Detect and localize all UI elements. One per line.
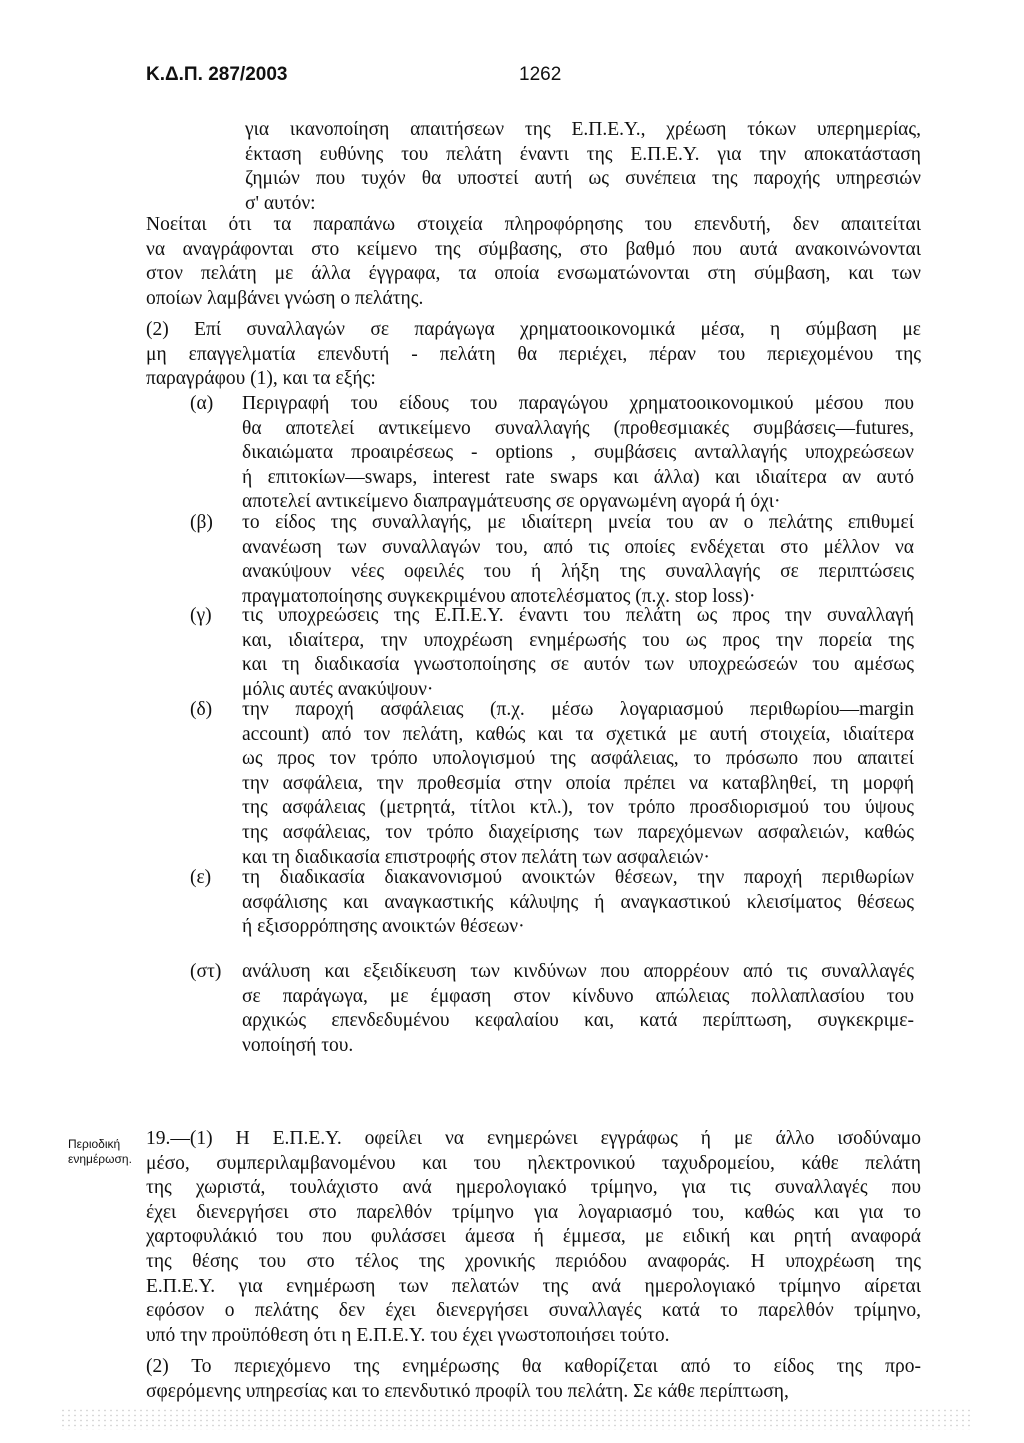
text-line: για ικανοποίηση απαιτήσεων της Ε.Π.Ε.Υ., χρέωση τόκων υπερημερίας, xyxy=(245,119,921,140)
item-label: (β) xyxy=(190,512,213,533)
text-line: την παροχή ασφάλειας (π.χ. μέσω λογαριασμού περιθωρίου—margin xyxy=(242,699,914,720)
text-line: νοποίησή του. xyxy=(242,1034,354,1056)
paragraph-2 xyxy=(146,318,921,392)
text-line: της χωριστά, τουλάχιστο ανά ημερολογιακό τρίμηνο, για τις συναλλαγές που xyxy=(146,1177,921,1199)
item-label: (ε) xyxy=(190,867,212,888)
margin-note xyxy=(68,1137,132,1167)
text-line: Νοείται ότι τα παραπάνω στοιχεία πληροφόρησης του επενδυτή, δεν απαιτείται xyxy=(146,214,921,235)
item-label: (στ) xyxy=(190,961,222,982)
text-line: ως προς τον τρόπο υπολογισμού της ασφάλειας, το πρόσωπο που απαιτεί xyxy=(242,748,914,770)
text-line: ή εξισορρόπησης ανοικτών θέσεων· xyxy=(242,916,525,938)
item-label: (α) xyxy=(190,393,214,414)
page-number: 1262 xyxy=(519,64,562,85)
intro-paragraph xyxy=(245,118,921,216)
text-line: Ε.Π.Ε.Υ. για ενημέρωση των πελατών της ανά ημερολογιακό τρίμηνο αίρεται xyxy=(146,1275,921,1297)
law-reference: Κ.Δ.Π. 287/2003 xyxy=(146,64,288,85)
text-line: δικαιώματα προαιρέσεως - options , συμβάσεις ανταλλαγής υποχρεώσεων xyxy=(242,442,914,464)
item-body xyxy=(242,866,914,940)
text-line: πραγματοποίησης συγκεκριμένου αποτελέσματος (π.χ. stop loss)· xyxy=(242,585,756,607)
text-line: την ασφάλεια, την προθεσμία στην οποία πρέπει να καταβληθεί, τη μορφή xyxy=(242,772,914,794)
text-line: οποίων λαμβάνει γνώση ο πελάτης. xyxy=(146,287,424,309)
text-line: ή επιτοκίων—swaps, interest rate swaps και άλλα) και ιδιαίτερα αν αυτό xyxy=(242,466,914,488)
text-line: εφόσον ο πελάτης δεν έχει διενεργήσει συναλλαγές κατά το παρελθόν τρίμηνο, xyxy=(146,1300,921,1322)
text-line: αποτελεί αντικείμενο διαπραγμάτευσης σε οργανωμένη αγορά ή όχι· xyxy=(242,491,781,513)
text-line: ζημιών που τυχόν θα υποστεί αυτή ως συνέπεια της παροχής υπηρεσιών xyxy=(245,168,921,190)
text-line: έχει διενεργήσει στο παρελθόν τρίμηνο για λογαριασμό του, καθώς και για το xyxy=(146,1201,921,1223)
text-line: χαρτοφυλάκιό του που φυλάσσει άμεσα ή έμμεσα, με ειδική και ρητή αναφορά xyxy=(146,1226,921,1248)
text-line: και, ιδιαίτερα, την υποχρέωση ενημέρωσής του ως προς την πορεία της xyxy=(242,629,914,651)
text-line: μέσο, συμπεριλαμβανομένου και του ηλεκτρονικού ταχυδρομείου, κάθε πελάτη xyxy=(146,1152,921,1174)
text-line: 19.—(1) Η Ε.Π.Ε.Υ. οφείλει να ενημερώνει εγγράφως ή με άλλο ισοδύναμο xyxy=(146,1128,921,1149)
text-line: ανανέωση των συναλλαγών του, από τις οποίες ενδέχεται στο μέλλον να xyxy=(242,536,914,558)
text-line: τις υποχρεώσεις της Ε.Π.Ε.Υ. έναντι του πελάτη ως προς την συναλλαγή xyxy=(242,605,914,626)
item-label: (γ) xyxy=(190,605,212,626)
text-line: να αναγράφονται στο κείμενο της σύμβασης, στο βαθμό που αυτά ανακοινώνονται xyxy=(146,238,921,260)
text-line: μόλις αυτές ανακύψουν· xyxy=(242,678,434,700)
text-line: θα αποτελεί αντικείμενο συναλλαγής (προθεσμιακές συμβάσεις—futures, xyxy=(242,417,914,439)
text-line: της ασφάλειας, τον τρόπο διαχείρισης των παρεχόμενων ασφαλειών, καθώς xyxy=(242,821,914,843)
section-19-paragraph xyxy=(146,1127,921,1348)
text-line: και τη διαδικασία επιστροφής στον πελάτη των ασφαλειών· xyxy=(242,846,710,868)
text-line: σφερόμενης υπηρεσίας και το επενδυτικό προφίλ του πελάτη. Σε κάθε περίπτωση, xyxy=(146,1380,789,1402)
text-line: υπό την προϋπόθεση ότι η Ε.Π.Ε.Υ. του έχει γνωστοποιήσει τούτο. xyxy=(146,1324,670,1346)
item-body xyxy=(242,698,914,870)
text-line: (2) Το περιεχόμενο της ενημέρωσης θα καθορίζεται από το είδος της προ- xyxy=(146,1356,921,1377)
text-line: της ασφάλειας (μετρητά, τίτλοι κτλ.), τον τρόπο προσδιορισμού του ύψους xyxy=(242,797,914,819)
proviso-paragraph xyxy=(146,213,921,311)
text-line: το είδος της συναλλαγής, με ιδιαίτερη μνεία του αν ο πελάτης επιθυμεί xyxy=(242,512,914,533)
item-body xyxy=(242,392,914,515)
item-body xyxy=(242,960,914,1058)
text-line: παραγράφου (1), και τα εξής: xyxy=(146,368,376,390)
text-line: και τη διαδικασία γνωστοποίησης σε αυτόν των υποχρεώσεών του αμέσως xyxy=(242,654,914,676)
text-line: ανάλυση και εξειδίκευση των κινδύνων που απορρέουν από τις συναλλαγές xyxy=(242,961,914,982)
item-body xyxy=(242,604,914,702)
text-line: στον πελάτη με άλλα έγγραφα, τα οποία ενσωματώνονται στη σύμβαση, και των xyxy=(146,263,921,285)
text-line: έκταση ευθύνης του πελάτη έναντι της Ε.Π.Ε.Υ. για την αποκατάσταση xyxy=(245,143,921,165)
scan-noise xyxy=(60,1408,970,1430)
text-line: Περιγραφή του είδους του παραγώγου χρηματοοικονομικού μέσου που xyxy=(242,393,914,414)
margin-note-line: ενημέρωση. xyxy=(68,1152,132,1166)
section-19-paragraph-2 xyxy=(146,1355,921,1404)
text-line: account) από τον πελάτη, καθώς και τα σχετικά με αυτή στοιχεία, ιδιαίτερα xyxy=(242,723,914,745)
text-line: (2) Επί συναλλαγών σε παράγωγα χρηματοοικονομικά μέσα, η σύμβαση με xyxy=(146,319,921,340)
item-label: (δ) xyxy=(190,699,213,720)
margin-note-line: Περιοδική xyxy=(68,1137,121,1151)
text-line: σε παράγωγα, με έμφαση στον κίνδυνο απώλειας πολλαπλασίου του xyxy=(242,985,914,1007)
text-line: τη διαδικασία διακανονισμού ανοικτών θέσεων, την παροχή περιθωρίων xyxy=(242,867,914,888)
text-line: ανακύψουν νέες οφειλές του ή λήξη της συναλλαγής σε περιπτώσεις xyxy=(242,561,914,583)
item-body xyxy=(242,511,914,609)
text-line: ασφάλισης και αναγκαστικής κάλυψης ή αναγκαστικού κλεισίματος θέσεως xyxy=(242,891,914,913)
text-line: μη επαγγελματία επενδυτή - πελάτη θα περιέχει, πέραν του περιεχομένου της xyxy=(146,343,921,365)
text-line: σ' αυτόν: xyxy=(245,192,316,214)
text-line: αρχικώς επενδεδυμένου κεφαλαίου και, κατά περίπτωση, συγκεκριμε- xyxy=(242,1010,914,1032)
text-line: της θέσης του στο τέλος της χρονικής περιόδου αναφοράς. Η υποχρέωση της xyxy=(146,1250,921,1272)
